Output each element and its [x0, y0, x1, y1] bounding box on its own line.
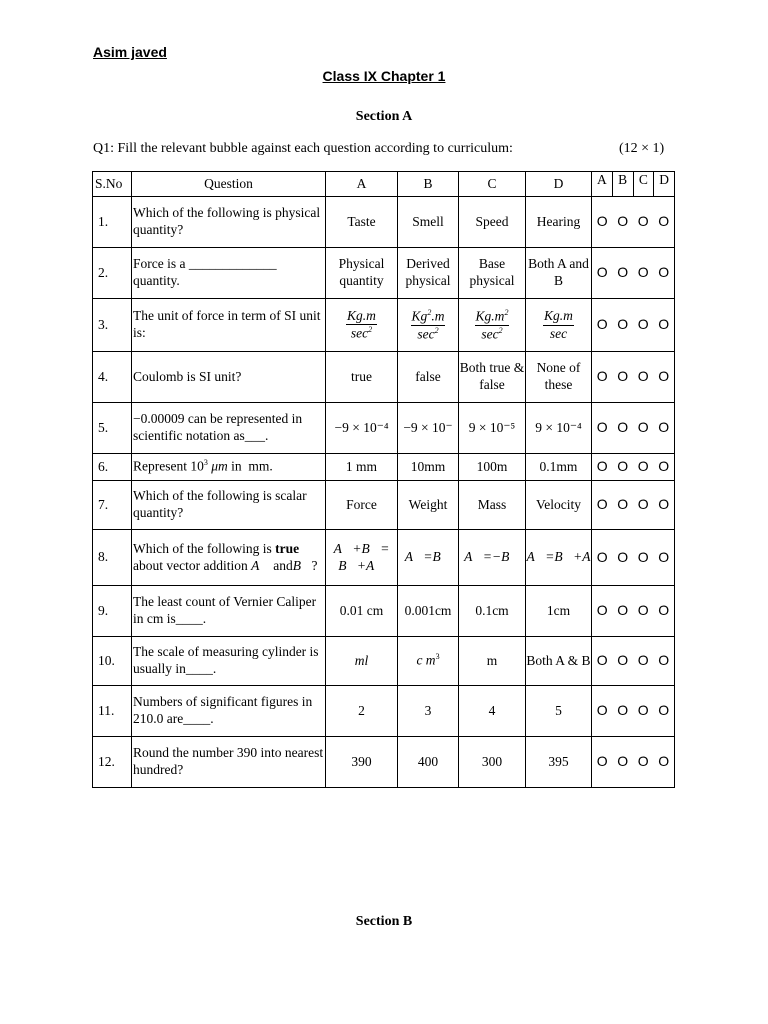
option-c: 100m: [459, 454, 526, 481]
bubble-d[interactable]: O: [658, 652, 670, 669]
option-a: Force: [326, 481, 398, 530]
bubble-c[interactable]: O: [637, 548, 649, 565]
option-b: false: [398, 352, 459, 403]
bubble-a[interactable]: O: [596, 652, 608, 669]
row-sno: 5.: [93, 403, 132, 454]
bubble-b[interactable]: O: [617, 264, 629, 281]
bubble-a[interactable]: O: [596, 213, 608, 230]
bubble-d[interactable]: O: [658, 702, 670, 719]
option-c: $\frac{Kg.m^2}{\sec^2}$: [459, 299, 526, 352]
row-sno: 11.: [93, 686, 132, 737]
answer-bubbles: [592, 737, 675, 788]
row-question: Which of the following is scalar quantity?: [132, 481, 326, 530]
bubble-d[interactable]: O: [658, 458, 670, 475]
answer-bubbles: [592, 403, 675, 454]
answer-bubbles: [592, 686, 675, 737]
bubble-c[interactable]: O: [637, 458, 649, 475]
option-a: Taste: [326, 197, 398, 248]
row-question: Represent $10^3$ μm in mm.: [132, 454, 326, 481]
option-d: 0.1mm: [526, 454, 592, 481]
bubble-b[interactable]: O: [617, 213, 629, 230]
row-question: Round the number 390 into nearest hundred?: [132, 737, 326, 788]
option-a: true: [326, 352, 398, 403]
option-d: Hearing: [526, 197, 592, 248]
answer-bubbles: [592, 586, 675, 637]
row-sno: 9.: [93, 586, 132, 637]
option-a: 2: [326, 686, 398, 737]
option-d: None of these: [526, 352, 592, 403]
section-b-heading: Section B: [355, 914, 413, 929]
option-b: Derived physical: [398, 248, 459, 299]
answer-bubbles: [592, 454, 675, 481]
option-b: 0.001cm: [398, 586, 459, 637]
option-d: $\frac{Kg.m}{\sec}$: [526, 299, 592, 352]
row-question: Coulomb is SI unit?: [132, 352, 326, 403]
header-option-d: D: [526, 172, 592, 197]
option-d: 1cm: [526, 586, 592, 637]
header-option-a: A: [326, 172, 398, 197]
answer-bubbles: [592, 637, 675, 686]
row-sno: 12.: [93, 737, 132, 788]
bubble-a[interactable]: O: [596, 316, 608, 333]
row-sno: 6.: [93, 454, 132, 481]
option-b: 400: [398, 737, 459, 788]
answer-bubbles: [592, 530, 675, 586]
row-sno: 7.: [93, 481, 132, 530]
option-d: Both A and B: [526, 248, 592, 299]
option-a: 390: [326, 737, 398, 788]
header-option-c: C: [459, 172, 526, 197]
bubble-d[interactable]: O: [658, 419, 670, 436]
bubble-c[interactable]: O: [637, 316, 649, 333]
row-question: Which of the following is true about vector addition A⃗ andB⃗?: [132, 530, 326, 586]
option-a: Physical quantity: [326, 248, 398, 299]
answer-letter-b: B: [612, 172, 633, 196]
option-c: 4: [459, 686, 526, 737]
row-sno: 10.: [93, 637, 132, 686]
bubble-c[interactable]: O: [637, 368, 649, 385]
option-d: A⃗=B⃗+A: [526, 530, 592, 586]
header-option-b: B: [398, 172, 459, 197]
option-b: A⃗=B⃗: [398, 530, 459, 586]
option-b: $\frac{Kg^2.m}{\sec^2}$: [398, 299, 459, 352]
table-row: [93, 454, 675, 481]
bubble-b[interactable]: O: [617, 368, 629, 385]
bubble-b[interactable]: O: [617, 702, 629, 719]
answer-bubbles: [592, 299, 675, 352]
row-question: Numbers of significant figures in 210.0 are____.: [132, 686, 326, 737]
bubble-a[interactable]: O: [596, 702, 608, 719]
answer-letter-d: D: [653, 172, 674, 196]
bubble-c[interactable]: O: [637, 213, 649, 230]
bubble-b[interactable]: O: [617, 548, 629, 565]
bubble-b[interactable]: O: [617, 458, 629, 475]
row-sno: 2.: [93, 248, 132, 299]
option-c: Both true & false: [459, 352, 526, 403]
table-row: [93, 248, 675, 299]
option-a: 0.01 cm: [326, 586, 398, 637]
bubble-d[interactable]: O: [658, 753, 670, 770]
option-d: Velocity: [526, 481, 592, 530]
option-b: 3: [398, 686, 459, 737]
table-header-row: [93, 172, 675, 197]
mcq-table: [92, 171, 675, 788]
option-d: 5: [526, 686, 592, 737]
bubble-a[interactable]: O: [596, 368, 608, 385]
option-c: 300: [459, 737, 526, 788]
bubble-d[interactable]: O: [658, 213, 670, 230]
bubble-d[interactable]: O: [658, 264, 670, 281]
option-a: ml: [326, 637, 398, 686]
option-c: 9 × 10⁻⁵: [459, 403, 526, 454]
table-row: [93, 403, 675, 454]
bubble-b[interactable]: O: [617, 419, 629, 436]
table-row: [93, 530, 675, 586]
table-row: [93, 299, 675, 352]
row-sno: 8.: [93, 530, 132, 586]
bubble-b[interactable]: O: [617, 652, 629, 669]
option-a: −9 × 10⁻⁴: [326, 403, 398, 454]
row-question: −0.00009 can be represented in scientific notation as___.: [132, 403, 326, 454]
option-b: −9 × 10⁻: [398, 403, 459, 454]
bubble-d[interactable]: O: [658, 548, 670, 565]
option-c: Mass: [459, 481, 526, 530]
bubble-b[interactable]: O: [617, 753, 629, 770]
option-d: 9 × 10⁻⁴: [526, 403, 592, 454]
bubble-b[interactable]: O: [617, 316, 629, 333]
bubble-c[interactable]: O: [637, 264, 649, 281]
bubble-d[interactable]: O: [658, 316, 670, 333]
bubble-c[interactable]: O: [637, 496, 649, 513]
document-title: Class IX Chapter 1: [322, 68, 446, 84]
header-sno: S.No: [93, 172, 132, 197]
table-row: [93, 586, 675, 637]
bubble-d[interactable]: O: [658, 496, 670, 513]
bubble-a[interactable]: O: [596, 496, 608, 513]
question-1-marks: (12 × 1): [619, 141, 665, 156]
option-a: $\frac{Kg.m}{\sec^2}$: [326, 299, 398, 352]
answer-bubbles: [592, 481, 675, 530]
option-b: Weight: [398, 481, 459, 530]
option-b: 10mm: [398, 454, 459, 481]
row-question: The least count of Vernier Caliper in cm is____.: [132, 586, 326, 637]
bubble-a[interactable]: O: [596, 264, 608, 281]
answer-bubbles: [592, 352, 675, 403]
row-question: The scale of measuring cylinder is usually in____.: [132, 637, 326, 686]
option-c: Base physical: [459, 248, 526, 299]
bubble-c[interactable]: O: [637, 702, 649, 719]
row-sno: 1.: [93, 197, 132, 248]
option-c: A⃗=−B⃗: [459, 530, 526, 586]
option-c: 0.1cm: [459, 586, 526, 637]
table-row: [93, 197, 675, 248]
bubble-c[interactable]: O: [637, 602, 649, 619]
author-name: Asim javed: [93, 44, 167, 60]
option-d: 395: [526, 737, 592, 788]
bubble-b[interactable]: O: [617, 496, 629, 513]
answer-letter-a: A: [597, 172, 607, 187]
bubble-b[interactable]: O: [617, 602, 629, 619]
row-sno: 4.: [93, 352, 132, 403]
bubble-a[interactable]: O: [596, 458, 608, 475]
option-a: A⃗+B⃗= B⃗+A⃗: [326, 530, 398, 586]
table-row: [93, 352, 675, 403]
option-b: Smell: [398, 197, 459, 248]
option-c: Speed: [459, 197, 526, 248]
option-c: m: [459, 637, 526, 686]
bubble-c[interactable]: O: [637, 652, 649, 669]
header-answer-letters: [592, 172, 675, 197]
table-row: [93, 637, 675, 686]
bubble-a[interactable]: O: [596, 602, 608, 619]
row-question: Which of the following is physical quantity?: [132, 197, 326, 248]
table-row: [93, 737, 675, 788]
table-row: [93, 686, 675, 737]
bubble-a[interactable]: O: [596, 548, 608, 565]
bubble-c[interactable]: O: [637, 419, 649, 436]
bubble-d[interactable]: O: [658, 602, 670, 619]
option-d: Both A & B: [526, 637, 592, 686]
answer-bubbles: [592, 248, 675, 299]
row-question: Force is a _____________ quantity.: [132, 248, 326, 299]
bubble-c[interactable]: O: [637, 753, 649, 770]
answer-letter-c: C: [633, 172, 654, 196]
bubble-a[interactable]: O: [596, 419, 608, 436]
section-a-heading: Section A: [355, 109, 413, 124]
answer-bubbles: [592, 197, 675, 248]
option-a: 1 mm: [326, 454, 398, 481]
header-question: Question: [132, 172, 326, 197]
table-row: [93, 481, 675, 530]
bubble-a[interactable]: O: [596, 753, 608, 770]
bubble-d[interactable]: O: [658, 368, 670, 385]
option-b: c $m^3$: [398, 637, 459, 686]
question-1-instruction: Q1: Fill the relevant bubble against each question according to curriculum:: [93, 141, 513, 156]
row-question: The unit of force in term of SI unit is:: [132, 299, 326, 352]
row-sno: 3.: [93, 299, 132, 352]
